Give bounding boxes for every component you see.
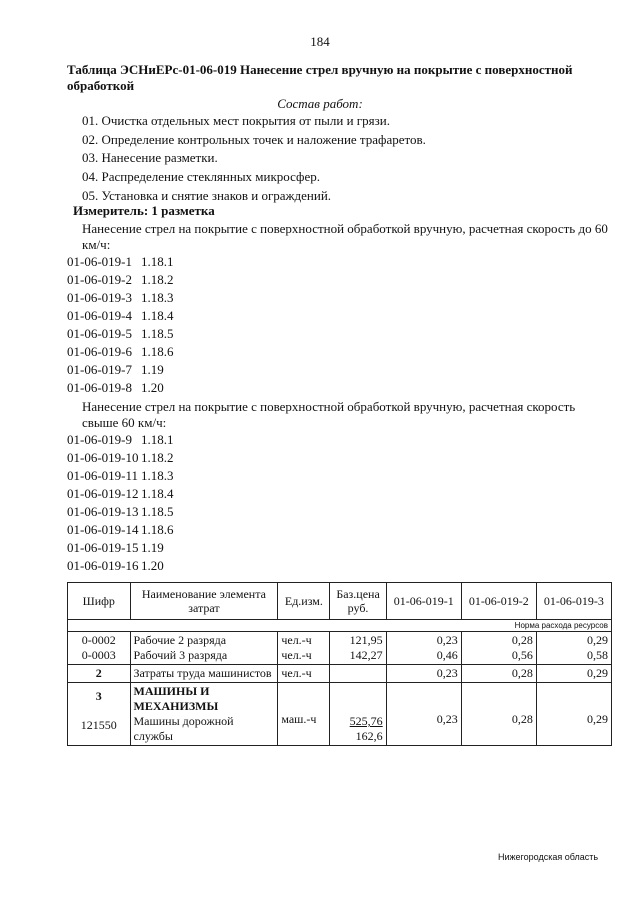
code: 01-06-019-2 [67,272,132,287]
row-price: 121,95 [349,633,383,647]
code-item [67,325,174,343]
code-ref: 1.18.3 [141,468,174,483]
work-item: 01. Очистка отдельных мест покрытия от пыли и грязи. [82,113,390,128]
cell-unit: чел.-ч [278,665,330,683]
cell-v2: 0,28 [461,665,536,683]
row-v2: 0,28 [511,633,533,647]
code: 01-06-019-3 [67,290,132,305]
cell-name: Затраты труда машинистов [130,665,278,683]
code-ref: 1.18.5 [141,504,174,519]
cell-unit [278,632,330,665]
cell-code [68,683,131,746]
code-item [67,467,174,485]
norm-row [68,620,612,632]
work-item: 02. Определение контрольных точек и наложение трафаретов. [82,131,426,147]
cell-v2 [461,632,536,665]
code: 01-06-019-15 [67,540,139,555]
code: 01-06-019-11 [67,468,139,483]
row-v1: 0,46 [436,648,458,662]
code-item [67,361,174,379]
row-code: 121550 [80,718,117,732]
code: 01-06-019-16 [67,558,139,573]
header-v1: 01-06-019-1 [386,583,461,620]
footer-region: Нижегородская область [498,852,599,862]
cell-code [68,632,131,665]
code: 01-06-019-1 [67,254,132,269]
cell-price [330,665,386,683]
row-v3: 0,58 [587,648,608,662]
code-ref: 1.18.6 [141,522,174,537]
code: 01-06-019-10 [67,450,139,465]
work-list [82,112,426,206]
row-name: Рабочие 2 разряда [133,633,227,647]
code-ref: 1.18.5 [141,326,174,341]
row-code: 3 [95,689,102,703]
code-item [67,557,174,575]
code-item [67,485,174,503]
code-ref: 1.18.4 [141,486,174,501]
row-name: Рабочий 3 разряда [133,648,228,662]
row-name: МАШИНЫ И МЕХАНИЗМЫ [133,684,219,713]
code: 01-06-019-13 [67,504,139,519]
table-row [68,683,612,746]
cell-v1 [386,632,461,665]
code: 01-06-019-12 [67,486,139,501]
header-name: Наименование элемента затрат [130,583,278,620]
code-ref: 1.18.4 [141,308,174,323]
cell-v3: 0,29 [536,665,611,683]
code-ref: 1.19 [141,362,164,377]
table-row [68,632,612,665]
code: 01-06-019-7 [67,362,132,377]
code-ref: 1.18.1 [141,432,174,447]
row-v1: 0,23 [436,633,458,647]
code-item [67,271,174,289]
code: 01-06-019-6 [67,344,132,359]
cell-v3: 0,29 [536,683,611,746]
work-item: 03. Нанесение разметки. [82,150,218,166]
cell-v1: 0,23 [386,683,461,746]
row-v2: 0,56 [511,648,533,662]
code: 01-06-019-9 [67,432,132,447]
cell-name [130,632,278,665]
row-price: 142,27 [349,648,383,662]
code-ref: 1.18.3 [141,290,174,305]
code-ref: 1.18.2 [141,450,174,465]
code-item [67,449,174,467]
cell-v2: 0,28 [461,683,536,746]
code-ref: 1.18.6 [141,344,174,359]
code-ref: 1.20 [141,380,164,395]
cell-price [330,632,386,665]
row-v3: 0,29 [587,633,608,647]
page-number: 184 [310,34,330,49]
code-item [67,521,174,539]
row-code: 0-0003 [81,648,116,662]
code-item [67,503,174,521]
table-title: Таблица ЭСНиЕРс-01-06-019 Нанесение стрел вручную на покрытие с поверхностной обработкой [67,62,573,93]
table-header-row [68,583,612,620]
work-item: 05. Установка и снятие знаков и ограждений. [82,187,332,203]
header-code: Шифр [68,583,131,620]
code-ref: 1.18.1 [141,254,174,269]
code-item [67,343,174,361]
row-code: 0-0002 [81,633,116,647]
norm-label: Норма расхода ресурсов [68,620,612,632]
cell-v1: 0,23 [386,665,461,683]
code-item [67,431,174,449]
code-item [67,289,174,307]
row-unit: чел.-ч [281,648,312,662]
code-ref: 1.20 [141,558,164,573]
group1-code-list [67,253,174,397]
code: 01-06-019-8 [67,380,132,395]
code-ref: 1.19 [141,540,164,555]
row-price: 525,76 [349,714,383,728]
header-v2: 01-06-019-2 [461,583,536,620]
code: 01-06-019-5 [67,326,132,341]
cell-name [130,683,278,746]
header-price: Баз.цена руб. [330,583,386,620]
code-item [67,253,174,271]
meter-label: Измеритель: 1 разметка [73,203,215,218]
row-unit: чел.-ч [281,633,312,647]
code-item [67,379,174,397]
work-item: 04. Распределение стеклянных микросфер. [82,169,320,185]
header-unit: Ед.изм. [278,583,330,620]
group2-code-list [67,431,174,575]
code: 01-06-019-14 [67,522,139,537]
table-row [68,665,612,683]
cell-unit: маш.-ч [278,683,330,746]
row-price-2: 162,6 [355,729,383,743]
cell-price [330,683,386,746]
code: 01-06-019-4 [67,308,132,323]
code-ref: 1.18.2 [141,272,174,287]
code-item [67,307,174,325]
code-item [67,539,174,557]
row-name: Машины дорожной службы [133,714,234,743]
cell-v3 [536,632,611,665]
composition-heading: Состав работ: [277,96,363,111]
resource-table [67,582,612,746]
group2-description: Нанесение стрел на покрытие с поверхностной обработкой вручную, расчетная скорость свыше 60 км/ч: [82,399,576,430]
cell-code: 2 [68,665,131,683]
header-v3: 01-06-019-3 [536,583,611,620]
group1-description: Нанесение стрел на покрытие с поверхностной обработкой вручную, расчетная скорость до 60 км/ч: [82,221,608,252]
